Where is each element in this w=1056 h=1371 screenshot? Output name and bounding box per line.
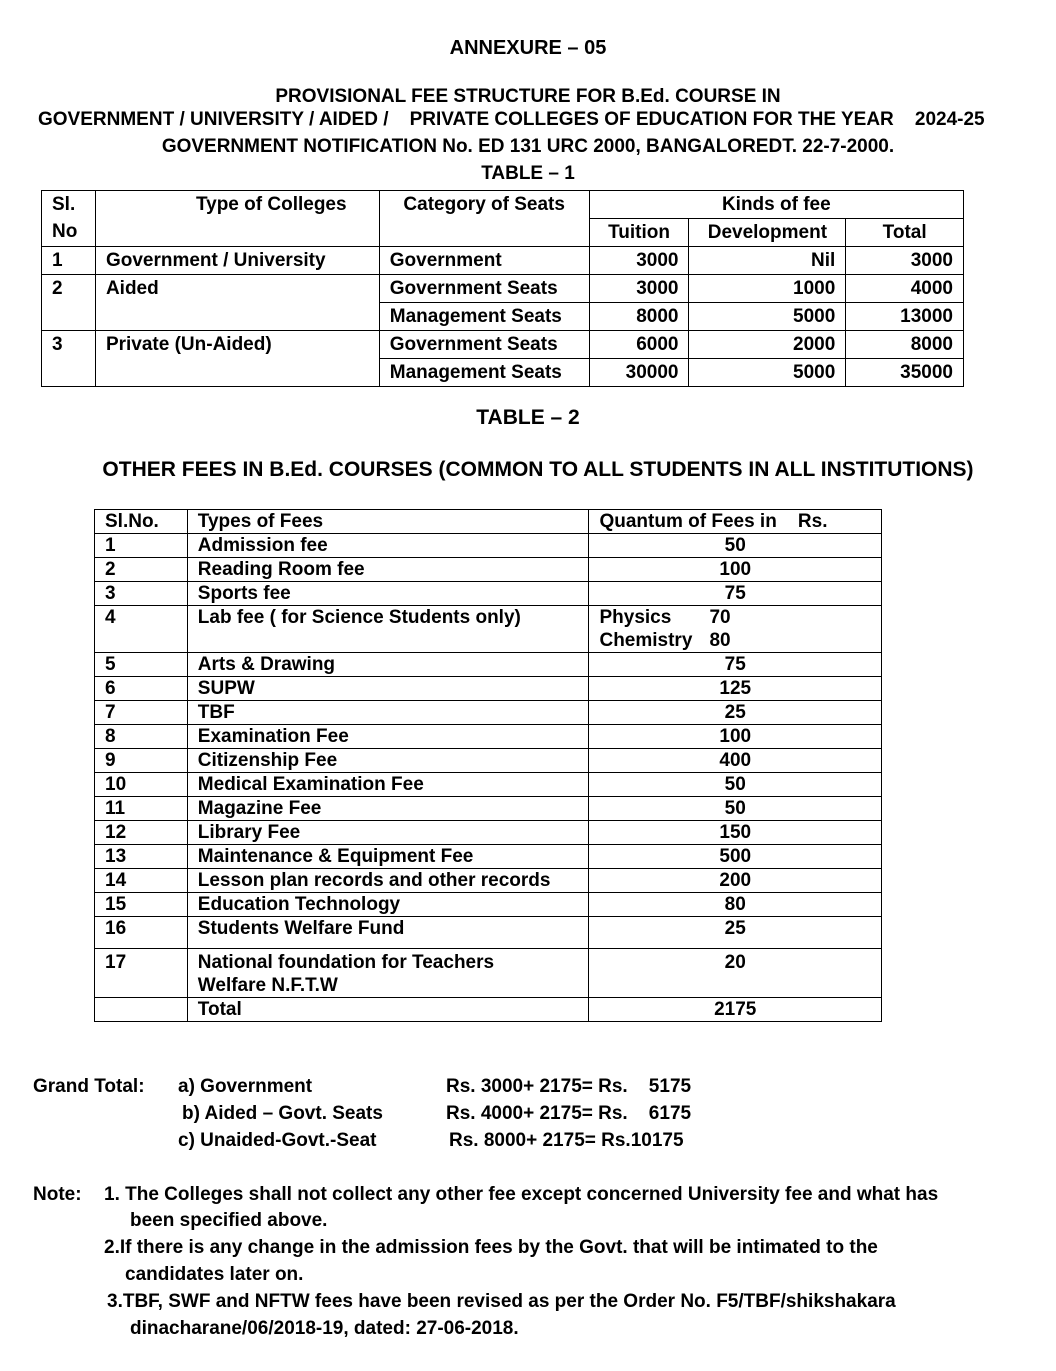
cell-sl: 5 bbox=[95, 653, 188, 677]
cell-type bbox=[187, 949, 589, 998]
total-label: Total bbox=[187, 998, 589, 1022]
cell-amount: 400 bbox=[589, 749, 882, 773]
cell-type-line-2: Welfare N.F.T.W bbox=[197, 975, 338, 996]
cell-sl: 8 bbox=[95, 725, 188, 749]
cell-type: Reading Room fee bbox=[187, 558, 589, 582]
cell-type-line-1: National foundation for Teachers bbox=[197, 952, 495, 973]
cell-amount: 100 bbox=[589, 558, 882, 582]
total-value: 2175 bbox=[589, 998, 882, 1022]
cell-amount: 20 bbox=[589, 949, 882, 998]
cell-development: 2000 bbox=[689, 331, 846, 359]
cell-type: Government / University bbox=[95, 247, 379, 275]
title-line-1: PROVISIONAL FEE STRUCTURE FOR B.Ed. COURSE IN bbox=[275, 86, 781, 107]
cell-type: Sports fee bbox=[187, 582, 589, 606]
cell-sl: 11 bbox=[95, 797, 188, 821]
lab-chemistry-label: Chemistry bbox=[599, 630, 693, 651]
cell-sl: 13 bbox=[95, 845, 188, 869]
grand-total-b-label: b) Aided – Govt. Seats bbox=[182, 1103, 383, 1124]
cell-tuition: 6000 bbox=[589, 331, 689, 359]
cell-sl: 17 bbox=[95, 949, 188, 998]
cell-category: Government Seats bbox=[379, 275, 589, 303]
cell-amount: 50 bbox=[589, 534, 882, 558]
cell-amount: 150 bbox=[589, 821, 882, 845]
note-3-line-2: dinacharane/06/2018-19, dated: 27-06-2018. bbox=[130, 1318, 519, 1339]
cell-amount: 200 bbox=[589, 869, 882, 893]
cell-total: 4000 bbox=[846, 275, 964, 303]
header-sl-no: Sl.No. bbox=[95, 510, 188, 534]
cell-type: Admission fee bbox=[187, 534, 589, 558]
cell-amount: 500 bbox=[589, 845, 882, 869]
cell-sl: 10 bbox=[95, 773, 188, 797]
cell-total: 3000 bbox=[846, 247, 964, 275]
cell-sl bbox=[95, 998, 188, 1022]
header-type: Type of Colleges bbox=[95, 191, 379, 247]
cell-sl: 15 bbox=[95, 893, 188, 917]
cell-amount: 75 bbox=[589, 582, 882, 606]
cell-sl: 6 bbox=[95, 677, 188, 701]
note-1-line-2: been specified above. bbox=[130, 1210, 328, 1231]
cell-type: Magazine Fee bbox=[187, 797, 589, 821]
cell-category: Government Seats bbox=[379, 331, 589, 359]
header-types-of-fees: Types of Fees bbox=[187, 510, 589, 534]
cell-amount: 80 bbox=[589, 893, 882, 917]
cell-type: Education Technology bbox=[187, 893, 589, 917]
cell-development: Nil bbox=[689, 247, 846, 275]
cell-sl: 7 bbox=[95, 701, 188, 725]
table-row bbox=[95, 949, 882, 998]
cell-amount: 125 bbox=[589, 677, 882, 701]
cell-tuition: 8000 bbox=[589, 303, 689, 331]
cell-type: Library Fee bbox=[187, 821, 589, 845]
header-kinds-of-fee: Kinds of fee bbox=[589, 191, 963, 219]
cell-sl: 1 bbox=[42, 247, 96, 275]
cell-sl: 2 bbox=[95, 558, 188, 582]
table-row bbox=[95, 606, 882, 653]
grand-total-a-label: a) Government bbox=[178, 1076, 313, 1097]
cell-amount: 50 bbox=[589, 773, 882, 797]
cell-sl: 16 bbox=[95, 917, 188, 949]
note-1-line-1: 1. The Colleges shall not collect any other fee except concerned University fee and what has bbox=[104, 1184, 939, 1205]
header-quantum: Quantum of Fees in Rs. bbox=[589, 510, 882, 534]
note-2-line-1: 2.If there is any change in the admission fees by the Govt. that will be intimated to the bbox=[104, 1237, 878, 1258]
table-row bbox=[95, 917, 882, 949]
table-row bbox=[95, 582, 882, 606]
cell-type: Lab fee ( for Science Students only) bbox=[187, 606, 589, 653]
cell-total: 8000 bbox=[846, 331, 964, 359]
cell-category: Government bbox=[379, 247, 589, 275]
table-row bbox=[95, 845, 882, 869]
title-line-3: GOVERNMENT NOTIFICATION No. ED 131 URC 2000, BANGALOREDT. 22-7-2000. bbox=[161, 136, 895, 157]
table-row bbox=[42, 331, 964, 359]
cell-tuition: 30000 bbox=[589, 359, 689, 387]
cell-sl: 3 bbox=[95, 582, 188, 606]
cell-category: Management Seats bbox=[379, 303, 589, 331]
table-row bbox=[95, 893, 882, 917]
cell-amount: 100 bbox=[589, 725, 882, 749]
cell-development: 5000 bbox=[689, 359, 846, 387]
lab-physics-value: 70 bbox=[709, 607, 731, 628]
table-row bbox=[95, 558, 882, 582]
cell-type: Maintenance & Equipment Fee bbox=[187, 845, 589, 869]
table-row bbox=[95, 797, 882, 821]
grand-total-c-label: c) Unaided-Govt.-Seat bbox=[178, 1130, 377, 1151]
table-row bbox=[95, 869, 882, 893]
note-3-line-1: 3.TBF, SWF and NFTW fees have been revised as per the Order No. F5/TBF/shikshakara bbox=[107, 1291, 896, 1312]
grand-total-a-calc: Rs. 3000+ 2175= Rs. 5175 bbox=[446, 1076, 692, 1097]
cell-type: SUPW bbox=[187, 677, 589, 701]
cell-type: Private (Un-Aided) bbox=[95, 331, 379, 387]
annexure-title: ANNEXURE – 05 bbox=[449, 37, 607, 59]
grand-total-c-calc: Rs. 8000+ 2175= Rs.10175 bbox=[449, 1130, 684, 1151]
header-development: Development bbox=[689, 219, 846, 247]
table-row bbox=[95, 773, 882, 797]
cell-total: 13000 bbox=[846, 303, 964, 331]
cell-sl: 14 bbox=[95, 869, 188, 893]
table1-caption: TABLE – 1 bbox=[481, 163, 575, 184]
cell-sl: 12 bbox=[95, 821, 188, 845]
fee-table-2 bbox=[94, 509, 882, 1022]
table-row-total bbox=[95, 998, 882, 1022]
table-row bbox=[95, 701, 882, 725]
cell-type: Arts & Drawing bbox=[187, 653, 589, 677]
cell-total: 35000 bbox=[846, 359, 964, 387]
table-row bbox=[42, 247, 964, 275]
cell-type: Examination Fee bbox=[187, 725, 589, 749]
cell-amount: 25 bbox=[589, 701, 882, 725]
cell-development: 5000 bbox=[689, 303, 846, 331]
grand-total-label: Grand Total: bbox=[33, 1076, 145, 1097]
cell-tuition: 3000 bbox=[589, 247, 689, 275]
cell-amount: 75 bbox=[589, 653, 882, 677]
cell-type: Medical Examination Fee bbox=[187, 773, 589, 797]
fee-table-1 bbox=[41, 190, 964, 387]
table-row bbox=[95, 725, 882, 749]
header-total: Total bbox=[846, 219, 964, 247]
cell-tuition: 3000 bbox=[589, 275, 689, 303]
cell-sl: 2 bbox=[42, 275, 96, 331]
cell-type: Students Welfare Fund bbox=[187, 917, 589, 949]
cell-category: Management Seats bbox=[379, 359, 589, 387]
table2-caption: TABLE – 2 bbox=[476, 406, 580, 429]
cell-amount: 25 bbox=[589, 917, 882, 949]
note-2-line-2: candidates later on. bbox=[125, 1264, 304, 1285]
table-row bbox=[42, 275, 964, 303]
title-line-2: GOVERNMENT / UNIVERSITY / AIDED / PRIVATE COLLEGES OF EDUCATION FOR THE YEAR 2024-25 bbox=[38, 109, 985, 130]
table-row bbox=[95, 677, 882, 701]
table-row bbox=[95, 653, 882, 677]
cell-type: Lesson plan records and other records bbox=[187, 869, 589, 893]
header-tuition: Tuition bbox=[589, 219, 689, 247]
lab-physics-label: Physics bbox=[599, 607, 672, 628]
cell-type: Aided bbox=[95, 275, 379, 331]
cell-sl: 4 bbox=[95, 606, 188, 653]
table-row bbox=[95, 821, 882, 845]
cell-lab-fees bbox=[589, 606, 882, 653]
cell-sl: 3 bbox=[42, 331, 96, 387]
cell-development: 1000 bbox=[689, 275, 846, 303]
table-row bbox=[95, 534, 882, 558]
lab-chemistry-value: 80 bbox=[709, 630, 731, 651]
header-sl: Sl. No bbox=[42, 191, 96, 247]
header-category: Category of Seats bbox=[379, 191, 589, 247]
cell-type: Citizenship Fee bbox=[187, 749, 589, 773]
table2-heading: OTHER FEES IN B.Ed. COURSES (COMMON TO ALL STUDENTS IN ALL INSTITUTIONS) bbox=[102, 458, 974, 481]
cell-type: TBF bbox=[187, 701, 589, 725]
cell-sl: 1 bbox=[95, 534, 188, 558]
cell-sl: 9 bbox=[95, 749, 188, 773]
note-label: Note: bbox=[33, 1184, 82, 1205]
grand-total-b-calc: Rs. 4000+ 2175= Rs. 6175 bbox=[446, 1103, 692, 1124]
table-row bbox=[95, 749, 882, 773]
cell-amount: 50 bbox=[589, 797, 882, 821]
